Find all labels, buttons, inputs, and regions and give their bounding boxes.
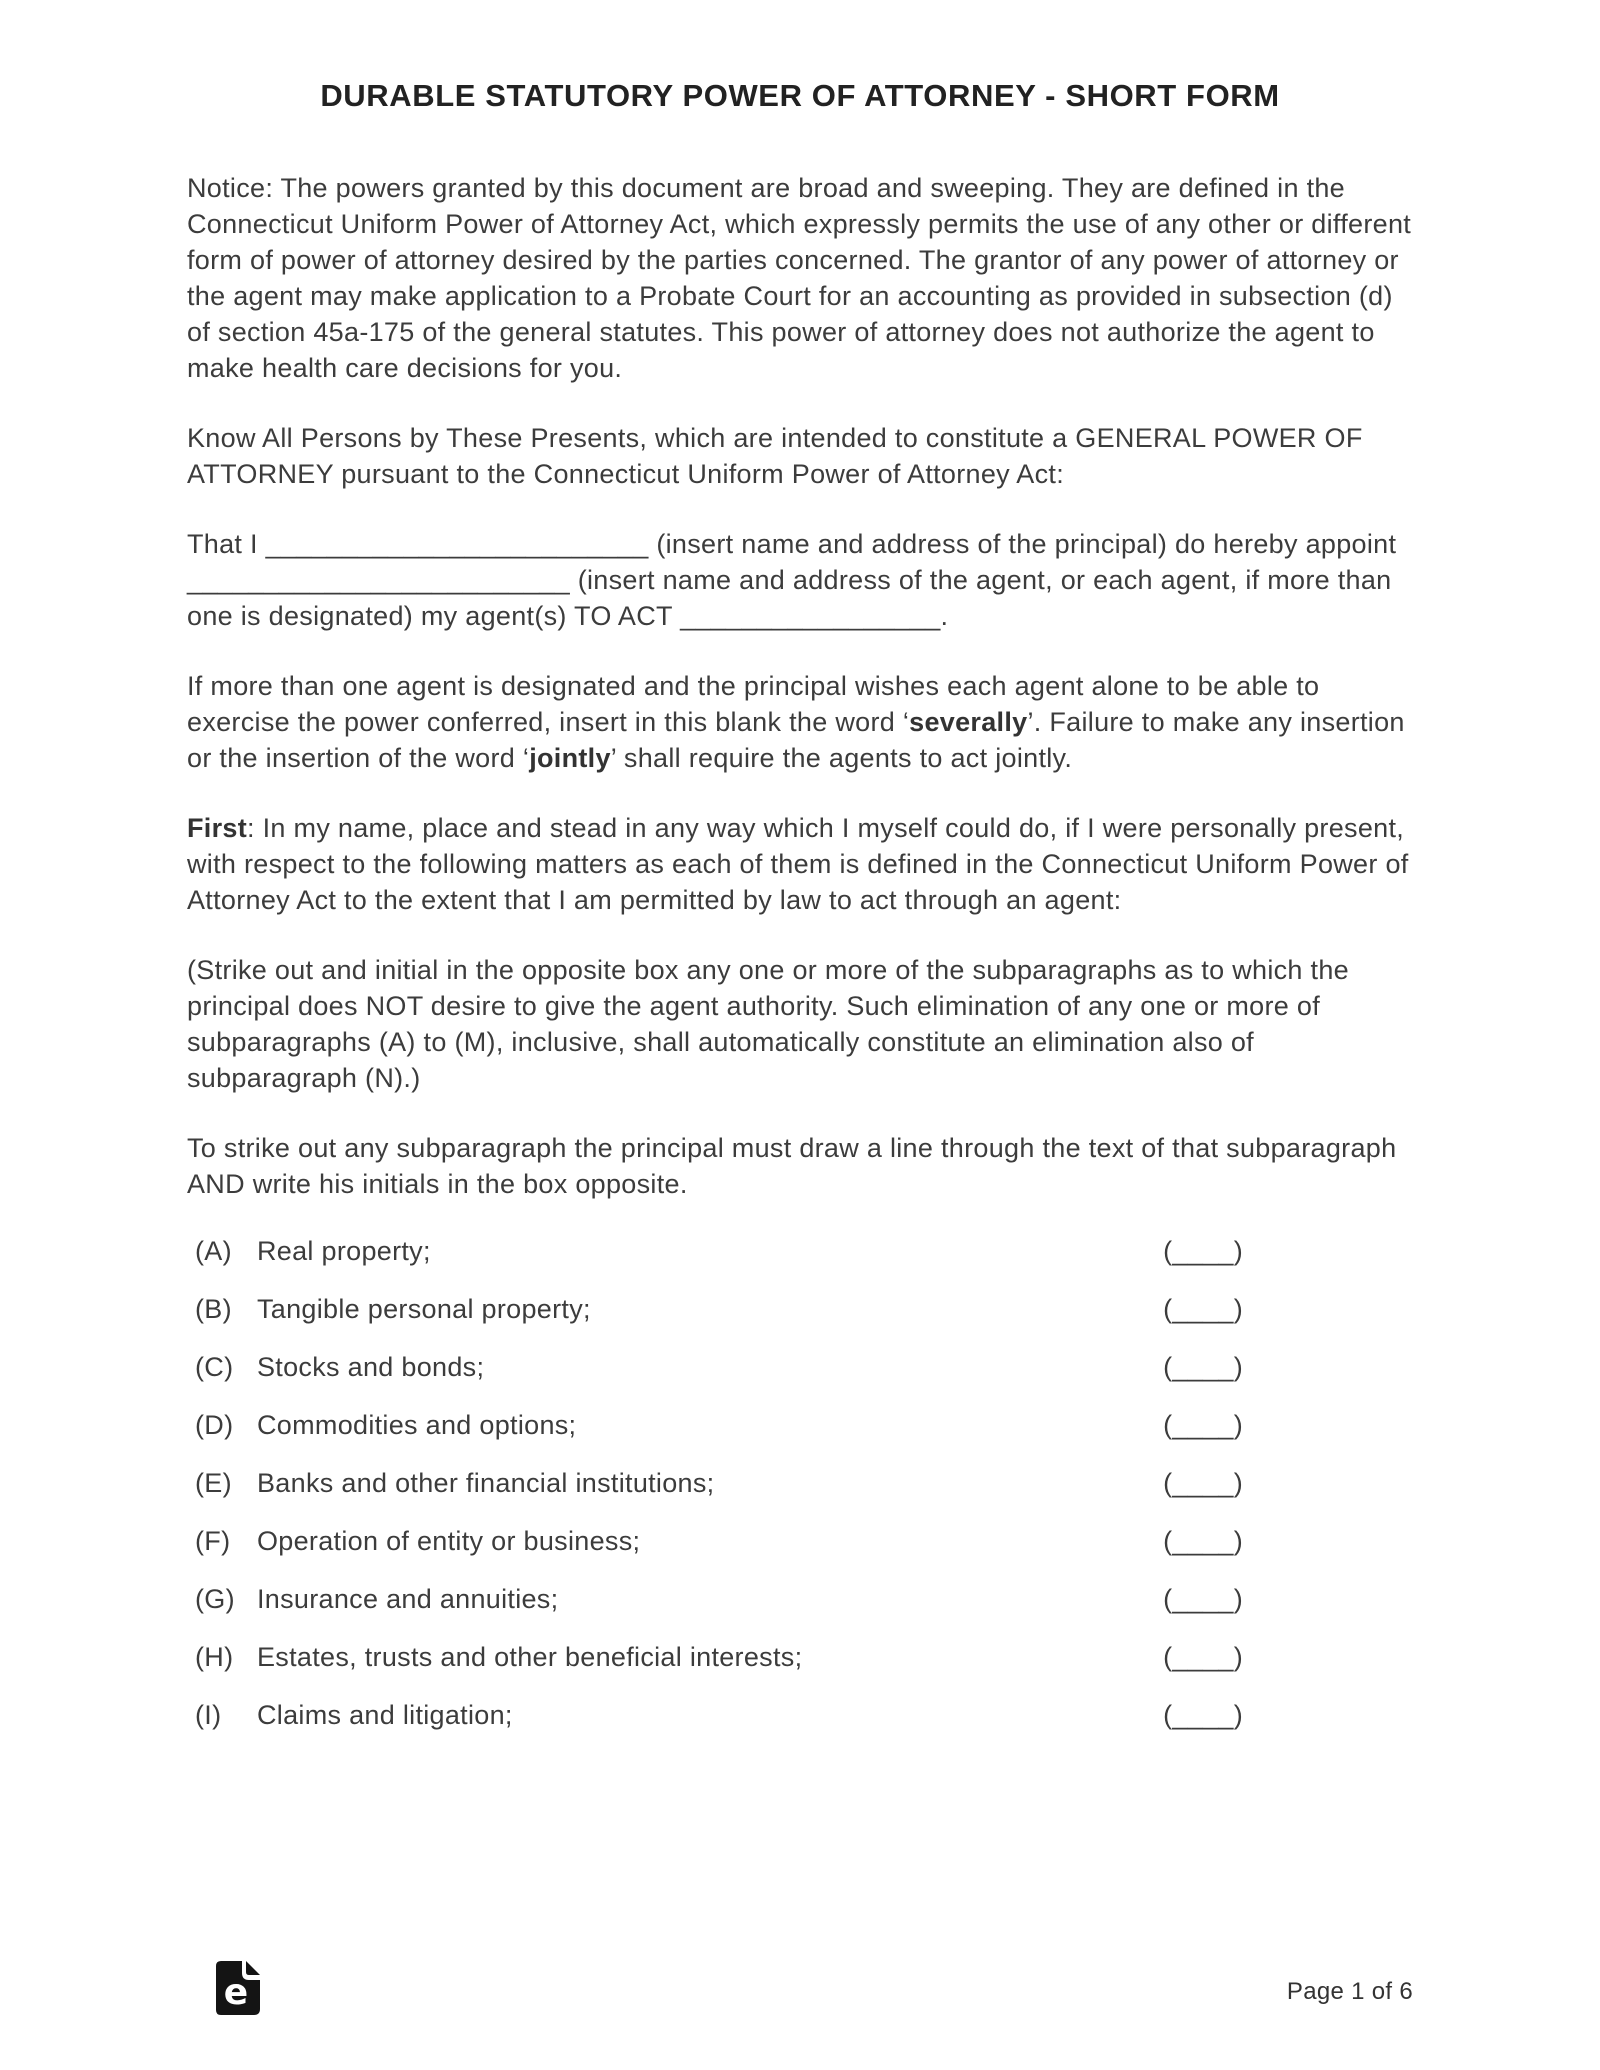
subparagraph-letter: (A)	[195, 1236, 232, 1266]
severally-note-seg2: ’. Failure to make any insertion or the insertion of the word ‘	[187, 707, 1405, 773]
paragraph-presents: Know All Persons by These Presents, which are intended to constitute a GENERAL POWER OF ATTORNEY pursuant to the Connecticut Uniform Power of Attorney Act:	[187, 423, 1363, 489]
page-indicator: Page 1 of 6	[1286, 1978, 1413, 2005]
page-footer	[0, 1958, 1600, 2018]
subparagraph-letter: (D)	[195, 1410, 234, 1440]
subparagraph-text: Stocks and bonds;	[257, 1352, 485, 1382]
subparagraph-text: Insurance and annuities;	[257, 1584, 559, 1614]
initials-blank: (____)	[1163, 1294, 1243, 1324]
eforms-logo-letter: e	[223, 1972, 249, 2013]
subparagraph-text: Operation of entity or business;	[257, 1526, 641, 1556]
paragraph-strike-instructions: (Strike out and initial in the opposite box any one or more of the subparagraphs as to which the principal does NOT desire to give the agent authority. Such elimination of any one or more of subparagraphs (A) to (M), inclusive, shall automatically constitute an elimination also of subparagraph (N).)	[187, 955, 1349, 1093]
severally-note-bold-severally: severally	[909, 707, 1028, 737]
subparagraph-text: Estates, trusts and other beneficial interests;	[257, 1642, 803, 1672]
subparagraph-text: Claims and litigation;	[257, 1700, 513, 1730]
paragraph-notice: Notice: The powers granted by this document are broad and sweeping. They are defined in the Connecticut Uniform Power of Attorney Act, which expressly permits the use of any other or different form of power of attorney desired by the parties concerned. The grantor of any power of attorney or the agent may make application to a Probate Court for an accounting as provided in subsection (d) of section 45a-175 of the general statutes. This power of attorney does not authorize the agent to make health care decisions for you.	[187, 173, 1412, 383]
subparagraph-letter: (H)	[195, 1642, 234, 1672]
subparagraph-row-c	[187, 1352, 1413, 1382]
subparagraph-letter: (G)	[195, 1584, 235, 1614]
subparagraph-text: Banks and other financial institutions;	[257, 1468, 715, 1498]
severally-note-seg3: ’ shall require the agents to act jointly.	[610, 743, 1073, 773]
paragraph-appointment: That I _________________________ (insert name and address of the principal) do hereby appoint _________________________ (insert name and address of the agent, or each agent, if more than one is designated) my agent(s) TO ACT _________________.	[187, 529, 1397, 631]
initials-blank: (____)	[1163, 1352, 1243, 1382]
subparagraph-letter: (B)	[195, 1294, 232, 1324]
subparagraph-letter: (F)	[195, 1526, 231, 1556]
initials-blank: (____)	[1163, 1236, 1243, 1266]
first-text: : In my name, place and stead in any way which I myself could do, if I were personally present, with respect to the following matters as each of them is defined in the Connecticut Uniform Power of Attorney Act to the extent that I am permitted by law to act through an agent:	[187, 813, 1409, 915]
subparagraph-text: Tangible personal property;	[257, 1294, 591, 1324]
subparagraph-text: Real property;	[257, 1236, 431, 1266]
severally-note-seg1: If more than one agent is designated and the principal wishes each agent alone to be able to exercise the power conferred, insert in this blank the word ‘	[187, 671, 1320, 737]
subparagraph-row-a	[187, 1236, 1413, 1266]
subparagraph-row-b	[187, 1294, 1413, 1324]
paragraph-first	[187, 810, 1413, 918]
initials-blank: (____)	[1163, 1468, 1243, 1498]
subparagraph-letter: (I)	[195, 1700, 222, 1730]
severally-note-bold-jointly: jointly	[529, 743, 611, 773]
page-title: DURABLE STATUTORY POWER OF ATTORNEY - SHORT FORM	[320, 78, 1280, 113]
subparagraph-row-f	[187, 1526, 1413, 1556]
first-bold-label: First	[187, 813, 248, 843]
initials-blank: (____)	[1163, 1584, 1243, 1614]
subparagraph-row-h	[187, 1642, 1413, 1672]
initials-blank: (____)	[1163, 1642, 1243, 1672]
initials-blank: (____)	[1163, 1526, 1243, 1556]
subparagraph-row-d	[187, 1410, 1413, 1440]
subparagraph-row-i	[187, 1700, 1413, 1730]
initials-blank: (____)	[1163, 1410, 1243, 1440]
subparagraph-row-e	[187, 1468, 1413, 1498]
initials-blank: (____)	[1163, 1700, 1243, 1730]
eforms-logo-icon	[215, 1960, 261, 2016]
subparagraph-letter: (E)	[195, 1468, 232, 1498]
subparagraph-text: Commodities and options;	[257, 1410, 577, 1440]
paragraph-severally-note	[187, 668, 1413, 776]
paragraph-strike-method: To strike out any subparagraph the principal must draw a line through the text of that subparagraph AND write his initials in the box opposite.	[187, 1133, 1397, 1199]
subparagraph-row-g	[187, 1584, 1413, 1614]
subparagraph-list	[187, 1236, 1413, 1730]
subparagraph-letter: (C)	[195, 1352, 234, 1382]
